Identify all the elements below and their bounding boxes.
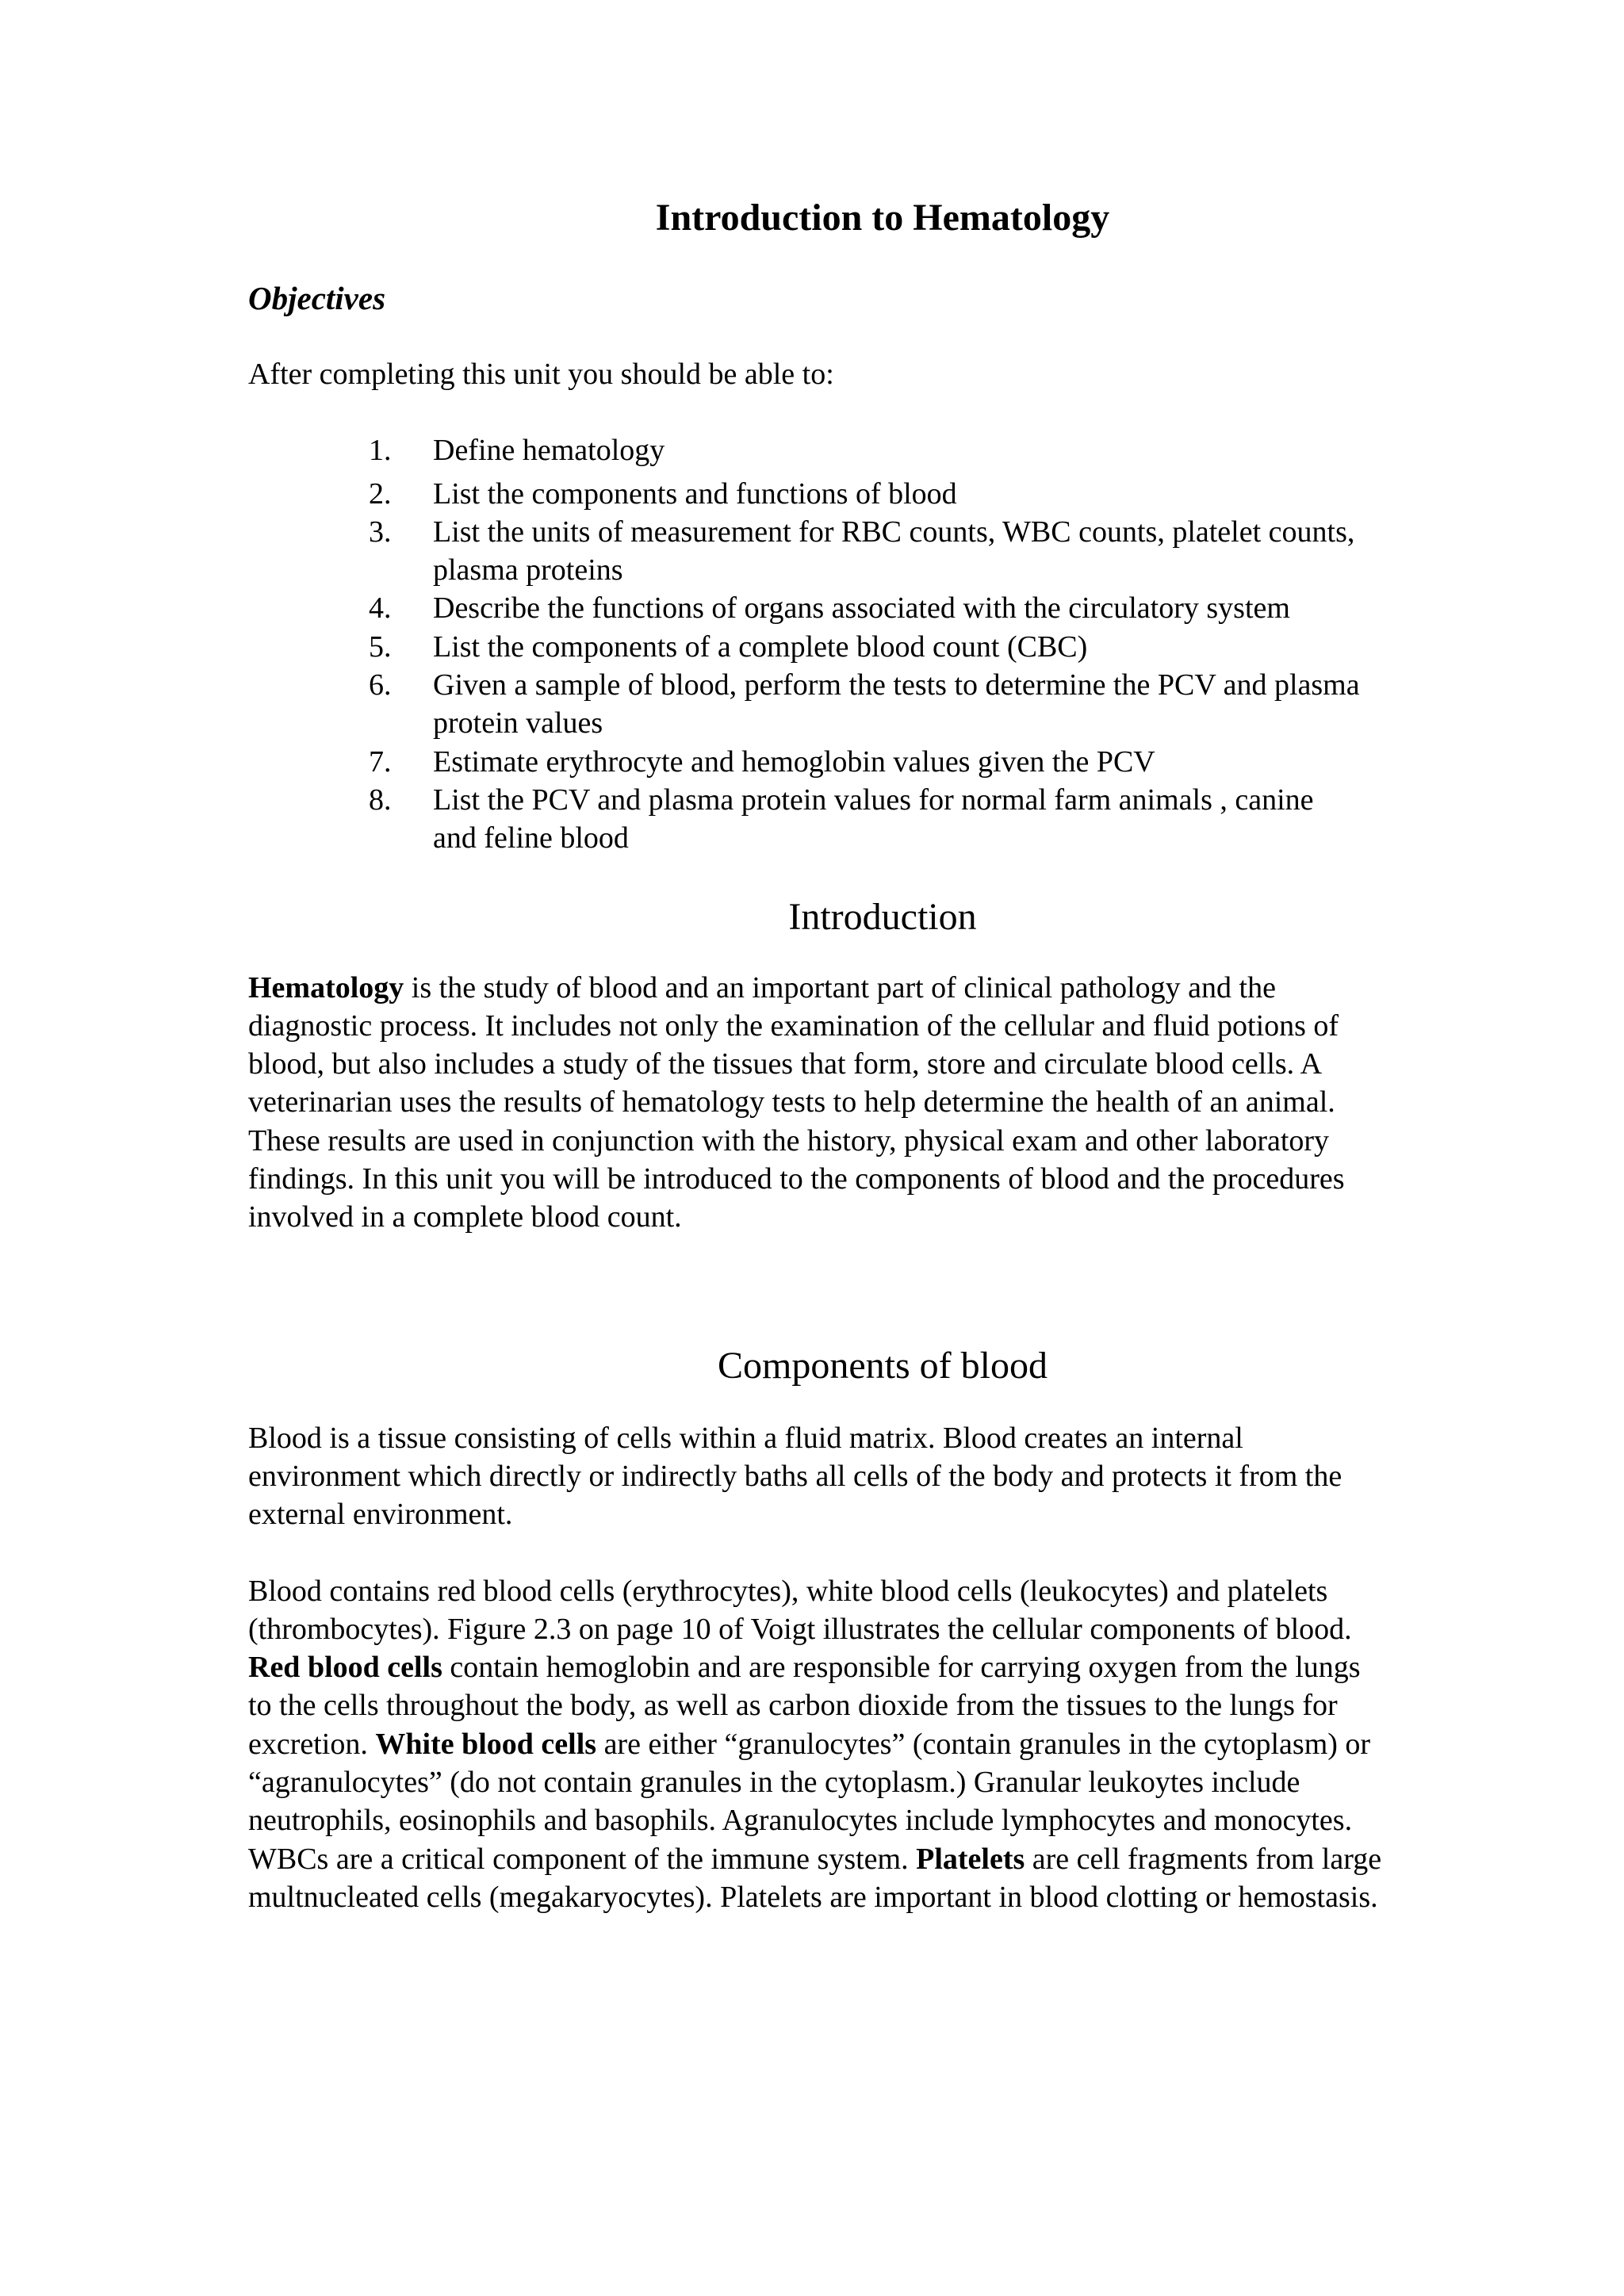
objective-item: 2. List the components and functions of blood [369,476,957,511]
objective-item: 8. List the PCV and plasma protein values for normal farm animals , canine and feline blood [369,783,1314,855]
rbc-term: Red blood cells [248,1651,442,1685]
document-title: Introduction to Hematology [655,197,1110,239]
objectives-intro: After completing this unit you should be able to: [248,358,834,391]
objective-item: 4. Describe the functions of organs associated with the circulatory system [369,591,1290,626]
introduction-paragraph: Hematology is the study of blood and an important part of clinical pathology and the diagnostic process. It includes not only the examination of the cellular and fluid potions of blood, but also includes a study of the tissues that form, store and circulate blood cells. A veterinarian uses the results of hematology tests to help determine the health of an animal. These results are used in conjunction with the history, physical exam and other laboratory findings. In this unit you will be introduced to the components of blood and the procedures involved in a complete blood count. [248,970,1345,1234]
objectives-heading: Objectives [248,280,386,316]
hematology-term: Hematology [248,970,404,1004]
components-heading: Components of blood [718,1344,1048,1387]
objective-item: 5. List the components of a complete blood count (CBC) [369,629,1088,664]
introduction-heading: Introduction [788,895,977,938]
objective-item: 3. List the units of measurement for RBC counts, WBC counts, platelet counts, plasma proteins [369,515,1355,587]
platelets-term: Platelets [916,1842,1025,1876]
document-page [248,190,1390,1916]
components-paragraph-2: Blood contains red blood cells (erythrocytes), white blood cells (leukocytes) and platelets (thrombocytes). Figure 2.3 on page 10 of Voigt illustrates the cellular components of blood. Red blood cells contain hemoglobin and are responsible for carrying oxygen from the lungs to the cells throughout the body, as well as carbon dioxide from the tissues to the lungs for excretion. White blood cells are either “granulocytes” (contain granules in the cytoplasm) or “agranulocytes” (do not contain granules in the cytoplasm.) Granular leukoytes include neutrophils, eosinophils and basophils. Agranulocytes include lymphocytes and monocytes. WBCs are a critical component of the immune system. Platelets are cell fragments from large multnucleated cells (megakaryocytes). Platelets are important in blood clotting or hemostasis. [248,1574,1382,1914]
wbc-term: White blood cells [375,1727,597,1761]
objectives-list [248,431,1390,857]
components-paragraph-1: Blood is a tissue consisting of cells within a fluid matrix. Blood creates an internal environment which directly or indirectly baths all cells of the body and protects it from the external environment. [248,1421,1342,1532]
objective-item: 7. Estimate erythrocyte and hemoglobin values given the PCV [369,744,1155,779]
objective-item: 6. Given a sample of blood, perform the tests to determine the PCV and plasma protein values [369,668,1360,740]
objective-item: 1. Define hematology [369,434,665,468]
